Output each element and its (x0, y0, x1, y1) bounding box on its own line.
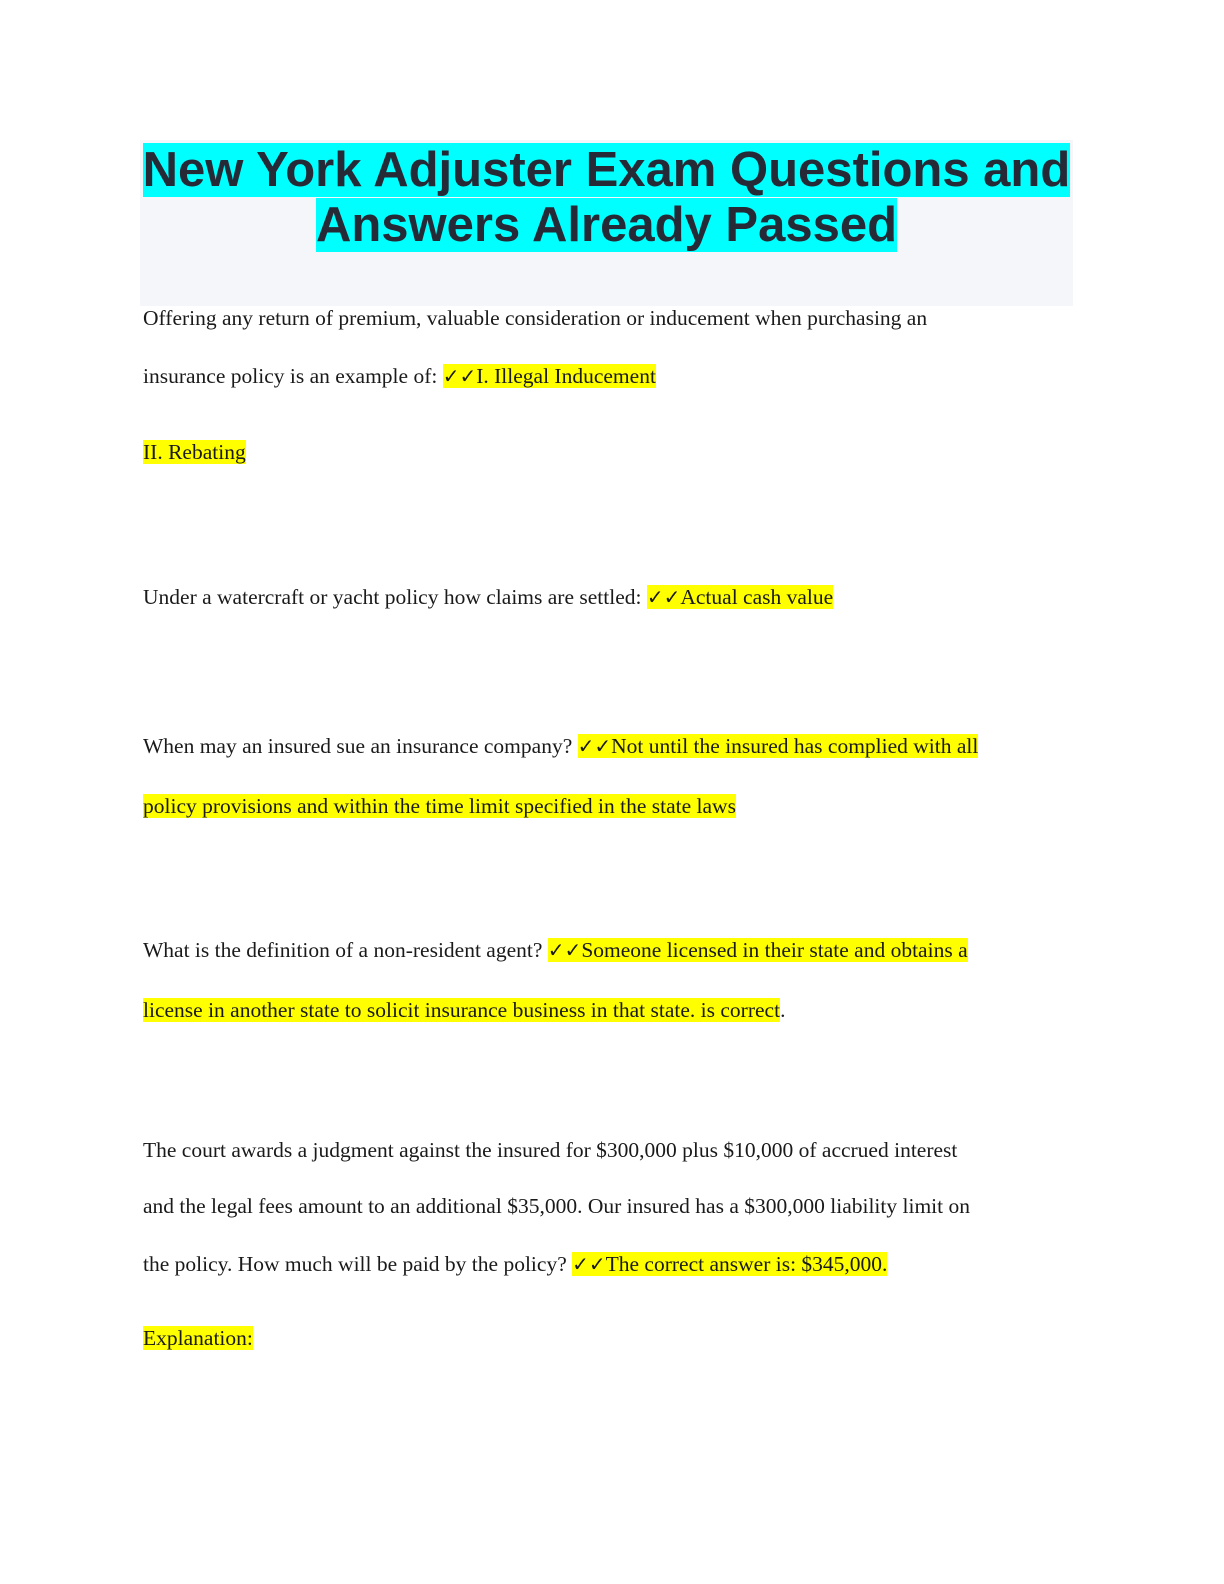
question-5-line-3 (143, 1252, 1083, 1277)
question-2-line (143, 585, 1083, 610)
page-title (140, 140, 1073, 253)
question-5-line-2 (143, 1194, 1083, 1219)
answer-4-text-line-2: license in another state to solicit insurance business in that state. is correct (143, 998, 781, 1022)
checkmark-icon: ✓✓ (646, 585, 681, 609)
answer-3-text-line-1: Not until the insured has complied with all (611, 734, 979, 758)
answer-5-text: The correct answer is: $345,000. (605, 1252, 888, 1276)
answer-4-trailing: . (780, 998, 786, 1022)
question-1-line-2 (143, 364, 1083, 389)
checkmark-icon: ✓✓ (577, 734, 612, 758)
answer-1-text: I. Illegal Inducement (476, 364, 656, 388)
question-4-text: What is the definition of a non-resident agent? (143, 938, 548, 962)
answer-2-text: Actual cash value (680, 585, 834, 609)
explanation-label: Explanation: (143, 1326, 253, 1350)
checkmark-icon: ✓✓ (547, 938, 582, 962)
question-5-line-1 (143, 1138, 1083, 1163)
title-line-2: Answers Already Passed (315, 198, 898, 252)
checkmark-icon: ✓✓ (572, 1252, 606, 1276)
answer-4-line-1 (548, 938, 968, 962)
question-4-line-2 (143, 998, 1083, 1023)
answer-4-text-line-1: Someone licensed in their state and obtains a (581, 938, 968, 962)
question-1-line-1 (143, 306, 1083, 331)
question-1-text-line-1: Offering any return of premium, valuable consideration or inducement when purchasing an (143, 306, 928, 330)
question-4-line-1 (143, 938, 1083, 963)
answer-1 (443, 364, 656, 388)
question-5-text-line-3: the policy. How much will be paid by the policy? (143, 1252, 573, 1276)
answer-1-extra: II. Rebating (143, 440, 246, 464)
title-block (140, 140, 1073, 306)
answer-5 (572, 1252, 887, 1276)
answer-2 (647, 585, 833, 609)
question-3-line-1 (143, 734, 1083, 759)
explanation-line (143, 1326, 1083, 1351)
question-3-line-2 (143, 794, 1083, 819)
question-2-text: Under a watercraft or yacht policy how claims are settled: (143, 585, 647, 609)
question-1-text-line-2: insurance policy is an example of: (143, 364, 443, 388)
answer-1-extra-line (143, 440, 1083, 465)
title-line-1: New York Adjuster Exam Questions and (142, 143, 1071, 197)
checkmark-icon: ✓✓ (442, 364, 477, 388)
question-3-text: When may an insured sue an insurance company? (143, 734, 578, 758)
question-5-text-line-1: The court awards a judgment against the insured for $300,000 plus $10,000 of accrued interest (143, 1138, 958, 1162)
answer-3-text-line-2: policy provisions and within the time limit specified in the state laws (143, 794, 736, 818)
question-5-text-line-2: and the legal fees amount to an additional $35,000. Our insured has a $300,000 liability limit on (143, 1194, 970, 1218)
answer-3-line-1 (578, 734, 979, 758)
